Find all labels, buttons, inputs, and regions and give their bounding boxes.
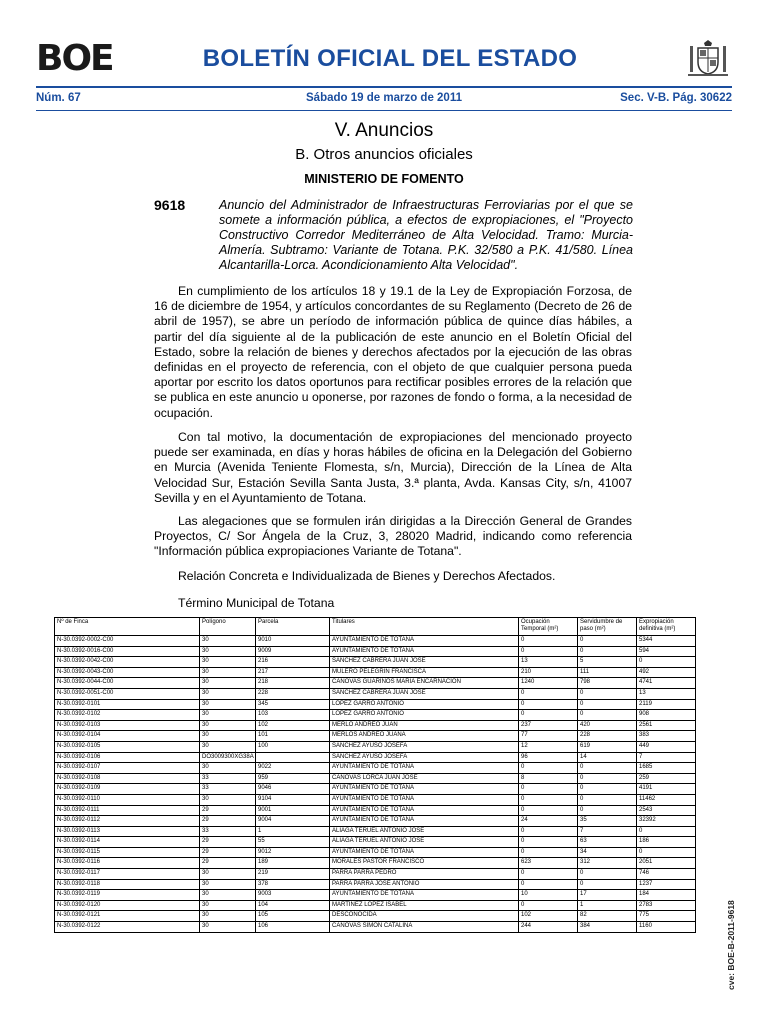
cell-expropiacion: 0 <box>637 826 696 837</box>
table-row <box>55 773 696 784</box>
cell-ocupacion-temporal: 0 <box>519 784 578 795</box>
cell-servidumbre: 34 <box>578 847 637 858</box>
table-row <box>55 816 696 827</box>
cell-poligono: 29 <box>200 858 256 869</box>
cell-parcela: 106 <box>256 922 330 933</box>
cell-parcela: 9004 <box>256 816 330 827</box>
cell-poligono: 29 <box>200 837 256 848</box>
column-header-servidumbre: Servidumbre de paso (m²) <box>578 618 637 636</box>
cell-parcela: 102 <box>256 720 330 731</box>
cell-poligono: 30 <box>200 911 256 922</box>
table-body <box>55 636 696 933</box>
cell-servidumbre: 5 <box>578 657 637 668</box>
cell-titulares: AYUNTAMIENTO DE TOTANA <box>330 816 519 827</box>
ministry-name: MINISTERIO DE FOMENTO <box>304 172 464 186</box>
cell-finca: N-30.0392-0117 <box>55 869 200 880</box>
cell-poligono: 30 <box>200 731 256 742</box>
cell-expropiacion: 2561 <box>637 720 696 731</box>
cell-titulares: AYUNTAMIENTO DE TOTANA <box>330 784 519 795</box>
cell-servidumbre: 0 <box>578 646 637 657</box>
column-header-poligono: Polígono <box>200 618 256 636</box>
header-bottom-rule <box>36 110 732 111</box>
cell-poligono: 30 <box>200 667 256 678</box>
cell-servidumbre: 0 <box>578 879 637 890</box>
cell-servidumbre: 0 <box>578 688 637 699</box>
cell-poligono: 33 <box>200 784 256 795</box>
cell-ocupacion-temporal: 0 <box>519 879 578 890</box>
cell-expropiacion: 0 <box>637 847 696 858</box>
cell-expropiacion: 1685 <box>637 763 696 774</box>
cell-ocupacion-temporal: 0 <box>519 900 578 911</box>
table-header-row <box>55 618 696 636</box>
cell-expropiacion: 7 <box>637 752 696 763</box>
cell-finca: N-30.0392-0002-C00 <box>55 636 200 647</box>
cell-parcela: 219 <box>256 869 330 880</box>
cell-parcela: 9010 <box>256 636 330 647</box>
cell-expropiacion: 2543 <box>637 805 696 816</box>
cell-expropiacion: 1237 <box>637 879 696 890</box>
municipality-title: Término Municipal de Totana <box>178 596 335 610</box>
cell-titulares: AYUNTAMIENTO DE TOTANA <box>330 794 519 805</box>
cell-servidumbre: 0 <box>578 794 637 805</box>
cell-ocupacion-temporal: 244 <box>519 922 578 933</box>
column-header-expropiacion: Expropiación definitiva (m²) <box>637 618 696 636</box>
cell-ocupacion-temporal: 102 <box>519 911 578 922</box>
cell-titulares: AYUNTAMIENTO DE TOTANA <box>330 805 519 816</box>
cell-servidumbre: 35 <box>578 816 637 827</box>
cell-finca: N-30.0392-0107 <box>55 763 200 774</box>
cell-poligono: 29 <box>200 805 256 816</box>
cell-parcela: 1 <box>256 826 330 837</box>
cell-servidumbre: 0 <box>578 710 637 721</box>
cell-parcela: 103 <box>256 710 330 721</box>
cell-parcela: 378 <box>256 879 330 890</box>
cell-expropiacion: 186 <box>637 837 696 848</box>
cell-finca: N-30.0392-0103 <box>55 720 200 731</box>
cell-titulares: CANOVAS GUARINOS MARIA ENCARNACION <box>330 678 519 689</box>
table-row <box>55 636 696 647</box>
table-row <box>55 879 696 890</box>
cell-titulares: LOPEZ GARRO ANTONIO <box>330 710 519 721</box>
cell-servidumbre: 0 <box>578 699 637 710</box>
cell-titulares: AYUNTAMIENTO DE TOTANA <box>330 636 519 647</box>
cell-poligono: 33 <box>200 826 256 837</box>
cell-servidumbre: 0 <box>578 869 637 880</box>
cell-servidumbre: 63 <box>578 837 637 848</box>
cell-poligono: 30 <box>200 763 256 774</box>
cell-ocupacion-temporal: 96 <box>519 752 578 763</box>
gazette-title: BOLETÍN OFICIAL DEL ESTADO <box>202 45 578 72</box>
cell-parcela: 105 <box>256 911 330 922</box>
cell-finca: N-30.0392-0111 <box>55 805 200 816</box>
cell-finca: N-30.0392-0116 <box>55 858 200 869</box>
cell-titulares: AYUNTAMIENTO DE TOTANA <box>330 890 519 901</box>
cell-expropiacion: 32392 <box>637 816 696 827</box>
cell-titulares: ALIAGA TERUEL ANTONIO JOSE <box>330 826 519 837</box>
table-row <box>55 900 696 911</box>
table-row <box>55 911 696 922</box>
cell-finca: N-30.0392-0105 <box>55 741 200 752</box>
cell-titulares: MARTINEZ LOPEZ ISABEL <box>330 900 519 911</box>
cell-servidumbre: 0 <box>578 773 637 784</box>
cell-parcela: 9001 <box>256 805 330 816</box>
cell-expropiacion: 11462 <box>637 794 696 805</box>
cell-parcela: 9009 <box>256 646 330 657</box>
cell-poligono: 30 <box>200 657 256 668</box>
cell-titulares: CANOVAS LORCA JUAN JOSE <box>330 773 519 784</box>
cell-ocupacion-temporal: 8 <box>519 773 578 784</box>
cell-finca: N-30.0392-0118 <box>55 879 200 890</box>
issue-number: Núm. 67 <box>36 92 81 104</box>
cell-expropiacion: 908 <box>637 710 696 721</box>
cell-ocupacion-temporal: 0 <box>519 763 578 774</box>
cell-expropiacion: 746 <box>637 869 696 880</box>
cell-finca: N-30.0392-0119 <box>55 890 200 901</box>
cell-poligono: 29 <box>200 847 256 858</box>
cell-poligono: 30 <box>200 646 256 657</box>
table-row <box>55 826 696 837</box>
section-title: V. Anuncios <box>334 120 434 141</box>
announcement-summary: Anuncio del Administrador de Infraestructuras Ferroviarias por el que se somete a información pública, a efectos de expropiaciones, el "Proyecto Constructivo Corredor Mediterráneo de Alta Velocidad. Tramo: Murcia-Almería. Subtramo: Variante de Totana. P.K. 32/580 a P.K. 41/580. Línea Alcantarilla-Lorca. Acondicionamiento Alta Velocidad". <box>219 198 633 272</box>
cell-expropiacion: 594 <box>637 646 696 657</box>
table-row <box>55 688 696 699</box>
cell-ocupacion-temporal: 24 <box>519 816 578 827</box>
cell-parcela: 345 <box>256 699 330 710</box>
cell-poligono: 30 <box>200 678 256 689</box>
cell-servidumbre: 798 <box>578 678 637 689</box>
cell-finca: N-30.0392-0101 <box>55 699 200 710</box>
table-row <box>55 678 696 689</box>
cell-titulares: AYUNTAMIENTO DE TOTANA <box>330 646 519 657</box>
cell-poligono: 33 <box>200 773 256 784</box>
column-header-finca: Nº de Finca <box>55 618 200 636</box>
cve-code-text: cve: BOE-B-2011-9618 <box>726 900 736 990</box>
cell-servidumbre: 228 <box>578 731 637 742</box>
cell-servidumbre: 619 <box>578 741 637 752</box>
table-row <box>55 731 696 742</box>
cell-parcela: 959 <box>256 773 330 784</box>
cell-parcela: 217 <box>256 667 330 678</box>
cell-ocupacion-temporal: 12 <box>519 741 578 752</box>
cell-finca: N-30.0392-0109 <box>55 784 200 795</box>
cell-ocupacion-temporal: 13 <box>519 657 578 668</box>
cell-poligono: 30 <box>200 879 256 890</box>
cell-finca: N-30.0392-0121 <box>55 911 200 922</box>
cell-servidumbre: 312 <box>578 858 637 869</box>
cell-ocupacion-temporal: 0 <box>519 837 578 848</box>
cell-servidumbre: 14 <box>578 752 637 763</box>
cell-expropiacion: 259 <box>637 773 696 784</box>
table-row <box>55 667 696 678</box>
body-paragraph-1: En cumplimiento de los artículos 18 y 19.1 de la Ley de Expropiación Forzosa, de 16 de diciembre de 1954, y artículos concordantes de su Reglamento (Decreto de 26 de abril de 1957), se abre un período de información pública de quince días hábiles, a partir del día siguiente al de la publicación de este anuncio en el Boletín Oficial del Estado, sobre la relación de bienes y derechos afectados por la ejecución de las obras definidas en el proyecto de referencia, con el objeto de que cualquier persona pueda aportar por escrito los datos oportunos para rectificar posibles errores de la relación que se publica en este anuncio u oponerse, por razones de fondo o forma, a la necesidad de ocupación. <box>154 284 632 420</box>
section-page: Sec. V-B. Pág. 30622 <box>620 92 732 104</box>
table-row <box>55 837 696 848</box>
cell-expropiacion: 2119 <box>637 699 696 710</box>
cell-parcela: 228 <box>256 688 330 699</box>
table-row <box>55 710 696 721</box>
header-top-rule <box>36 86 732 88</box>
cell-servidumbre: 0 <box>578 636 637 647</box>
boe-logo-text: BOE <box>36 38 113 79</box>
cell-servidumbre: 420 <box>578 720 637 731</box>
cell-ocupacion-temporal: 0 <box>519 688 578 699</box>
cell-ocupacion-temporal: 0 <box>519 794 578 805</box>
issue-date: Sábado 19 de marzo de 2011 <box>306 92 462 104</box>
column-header-ocupacion-temporal: Ocupación Temporal (m²) <box>519 618 578 636</box>
boe-logo <box>36 38 118 79</box>
cell-finca: N-30.0392-0051-C00 <box>55 688 200 699</box>
table-row <box>55 752 696 763</box>
cell-ocupacion-temporal: 0 <box>519 847 578 858</box>
cell-poligono: 30 <box>200 699 256 710</box>
cell-titulares: MULERO PELEGRIN FRANCISCA <box>330 667 519 678</box>
table-row <box>55 869 696 880</box>
table-row <box>55 741 696 752</box>
table-row <box>55 699 696 710</box>
table-row <box>55 805 696 816</box>
cell-expropiacion: 4741 <box>637 678 696 689</box>
table-row <box>55 784 696 795</box>
cell-poligono: 30 <box>200 710 256 721</box>
cell-titulares: SANCHEZ AYUSO JOSEFA <box>330 752 519 763</box>
cell-poligono: 30 <box>200 869 256 880</box>
cell-finca: N-30.0392-0122 <box>55 922 200 933</box>
cell-ocupacion-temporal: 210 <box>519 667 578 678</box>
table-row <box>55 763 696 774</box>
cell-ocupacion-temporal: 0 <box>519 646 578 657</box>
cell-ocupacion-temporal: 1240 <box>519 678 578 689</box>
cell-ocupacion-temporal: 10 <box>519 890 578 901</box>
body-paragraph-3: Las alegaciones que se formulen irán dirigidas a la Dirección General de Grandes Proyectos, C/ Sor Ángela de la Cruz, 3, 28020 Madrid, indicando como referencia "Información pública expropiaciones Variante de Totana". <box>154 514 632 559</box>
cell-ocupacion-temporal: 0 <box>519 826 578 837</box>
cell-poligono: 30 <box>200 636 256 647</box>
cell-poligono: 30 <box>200 900 256 911</box>
cell-titulares: AYUNTAMIENTO DE TOTANA <box>330 763 519 774</box>
table-row <box>55 657 696 668</box>
cell-finca: N-30.0392-0042-C00 <box>55 657 200 668</box>
cell-titulares: LOPEZ GARRO ANTONIO <box>330 699 519 710</box>
table-row <box>55 646 696 657</box>
cell-parcela: 189 <box>256 858 330 869</box>
cell-servidumbre: 1 <box>578 900 637 911</box>
cell-finca: N-30.0392-0106 <box>55 752 200 763</box>
cell-finca: N-30.0392-0016-C00 <box>55 646 200 657</box>
cell-expropiacion: 184 <box>637 890 696 901</box>
cell-poligono: 30 <box>200 720 256 731</box>
cell-ocupacion-temporal: 0 <box>519 699 578 710</box>
cell-poligono: 30 <box>200 890 256 901</box>
cell-ocupacion-temporal: 0 <box>519 869 578 880</box>
table-row <box>55 890 696 901</box>
relation-title: Relación Concreta e Individualizada de Bienes y Derechos Afectados. <box>178 569 556 583</box>
cell-titulares: PARRA PARRA PEDRO <box>330 869 519 880</box>
cell-ocupacion-temporal: 0 <box>519 636 578 647</box>
cell-parcela: 101 <box>256 731 330 742</box>
cell-parcela: 9046 <box>256 784 330 795</box>
table-row <box>55 720 696 731</box>
cell-expropiacion: 449 <box>637 741 696 752</box>
cell-titulares: MERLOS ANDREO JUANA <box>330 731 519 742</box>
parcels-table <box>54 617 696 933</box>
cell-servidumbre: 384 <box>578 922 637 933</box>
column-header-parcela: Parcela <box>256 618 330 636</box>
cell-ocupacion-temporal: 0 <box>519 710 578 721</box>
cell-parcela: 9012 <box>256 847 330 858</box>
cell-ocupacion-temporal: 0 <box>519 805 578 816</box>
cell-poligono: 30 <box>200 922 256 933</box>
cell-expropiacion: 383 <box>637 731 696 742</box>
cell-expropiacion: 4191 <box>637 784 696 795</box>
cell-servidumbre: 0 <box>578 784 637 795</box>
cell-finca: N-30.0392-0043-C00 <box>55 667 200 678</box>
cell-finca: N-30.0392-0110 <box>55 794 200 805</box>
cell-titulares: SANCHEZ CABRERA JUAN JOSE <box>330 657 519 668</box>
cell-finca: N-30.0392-0114 <box>55 837 200 848</box>
cell-ocupacion-temporal: 623 <box>519 858 578 869</box>
column-header-titulares: Titulares <box>330 618 519 636</box>
table-row <box>55 922 696 933</box>
cell-parcela: 9104 <box>256 794 330 805</box>
cell-finca: N-30.0392-0102 <box>55 710 200 721</box>
coat-of-arms-icon <box>686 36 730 80</box>
table-row <box>55 794 696 805</box>
cell-expropiacion: 13 <box>637 688 696 699</box>
cell-parcela: 216 <box>256 657 330 668</box>
cell-poligono: 29 <box>200 816 256 827</box>
cell-finca: N-30.0392-0044-C00 <box>55 678 200 689</box>
cell-expropiacion: 2051 <box>637 858 696 869</box>
table-row <box>55 858 696 869</box>
cell-servidumbre: 17 <box>578 890 637 901</box>
body-paragraph-2: Con tal motivo, la documentación de expropiaciones del mencionado proyecto puede ser examinada, en días y horas hábiles de oficina en la Delegación del Gobierno en Murcia (Avenida Teniente Flomesta, s/n, Murcia), Dirección de la Línea de Alta Velocidad Sur, Estación Sevilla Santa Justa, 3.ª planta, Avda. Kansas City, s/n, 41007 Sevilla y en el Ayuntamiento de Totana. <box>154 430 632 505</box>
cell-finca: N-30.0392-0112 <box>55 816 200 827</box>
cell-finca: N-30.0392-0108 <box>55 773 200 784</box>
cell-titulares: SANCHEZ CABRERA JUAN JOSE <box>330 688 519 699</box>
cell-parcela: 218 <box>256 678 330 689</box>
cell-titulares: MORALES PASTOR FRANCISCO <box>330 858 519 869</box>
cell-expropiacion: 5344 <box>637 636 696 647</box>
cell-servidumbre: 111 <box>578 667 637 678</box>
cell-servidumbre: 7 <box>578 826 637 837</box>
cell-titulares: MERLO ANDREO JUAN <box>330 720 519 731</box>
cell-titulares: AYUNTAMIENTO DE TOTANA <box>330 847 519 858</box>
cell-finca: N-30.0392-0115 <box>55 847 200 858</box>
cell-expropiacion: 0 <box>637 657 696 668</box>
cell-poligono: 30 <box>200 741 256 752</box>
cell-servidumbre: 0 <box>578 763 637 774</box>
cell-expropiacion: 492 <box>637 667 696 678</box>
cell-titulares: ALIAGA TERUEL ANTONIO JOSE <box>330 837 519 848</box>
cell-expropiacion: 1160 <box>637 922 696 933</box>
cell-ocupacion-temporal: 237 <box>519 720 578 731</box>
cell-finca: N-30.0392-0120 <box>55 900 200 911</box>
table-row <box>55 847 696 858</box>
cell-titulares: SANCHEZ AYUSO JOSEFA <box>330 741 519 752</box>
announcement-number: 9618 <box>154 197 186 213</box>
cell-expropiacion: 775 <box>637 911 696 922</box>
cell-ocupacion-temporal: 77 <box>519 731 578 742</box>
cell-parcela: 104 <box>256 900 330 911</box>
cell-parcela <box>256 752 330 763</box>
cell-parcela: 9003 <box>256 890 330 901</box>
cell-poligono: 30 <box>200 794 256 805</box>
cell-servidumbre: 82 <box>578 911 637 922</box>
cell-parcela: 9022 <box>256 763 330 774</box>
cve-code <box>724 870 738 990</box>
cell-poligono: DO3009300XG38A <box>200 752 256 763</box>
cell-servidumbre: 0 <box>578 805 637 816</box>
cell-expropiacion: 2783 <box>637 900 696 911</box>
cell-finca: N-30.0392-0113 <box>55 826 200 837</box>
cell-parcela: 100 <box>256 741 330 752</box>
section-subtitle: B. Otros anuncios oficiales <box>295 146 473 163</box>
cell-titulares: DESCONOCIDA <box>330 911 519 922</box>
cell-titulares: CANOVAS SIMON CATALINA <box>330 922 519 933</box>
cell-titulares: PARRA PARRA JOSE ANTONIO <box>330 879 519 890</box>
cell-poligono: 30 <box>200 688 256 699</box>
issue-header <box>36 92 732 108</box>
cell-parcela: 55 <box>256 837 330 848</box>
cell-finca: N-30.0392-0104 <box>55 731 200 742</box>
